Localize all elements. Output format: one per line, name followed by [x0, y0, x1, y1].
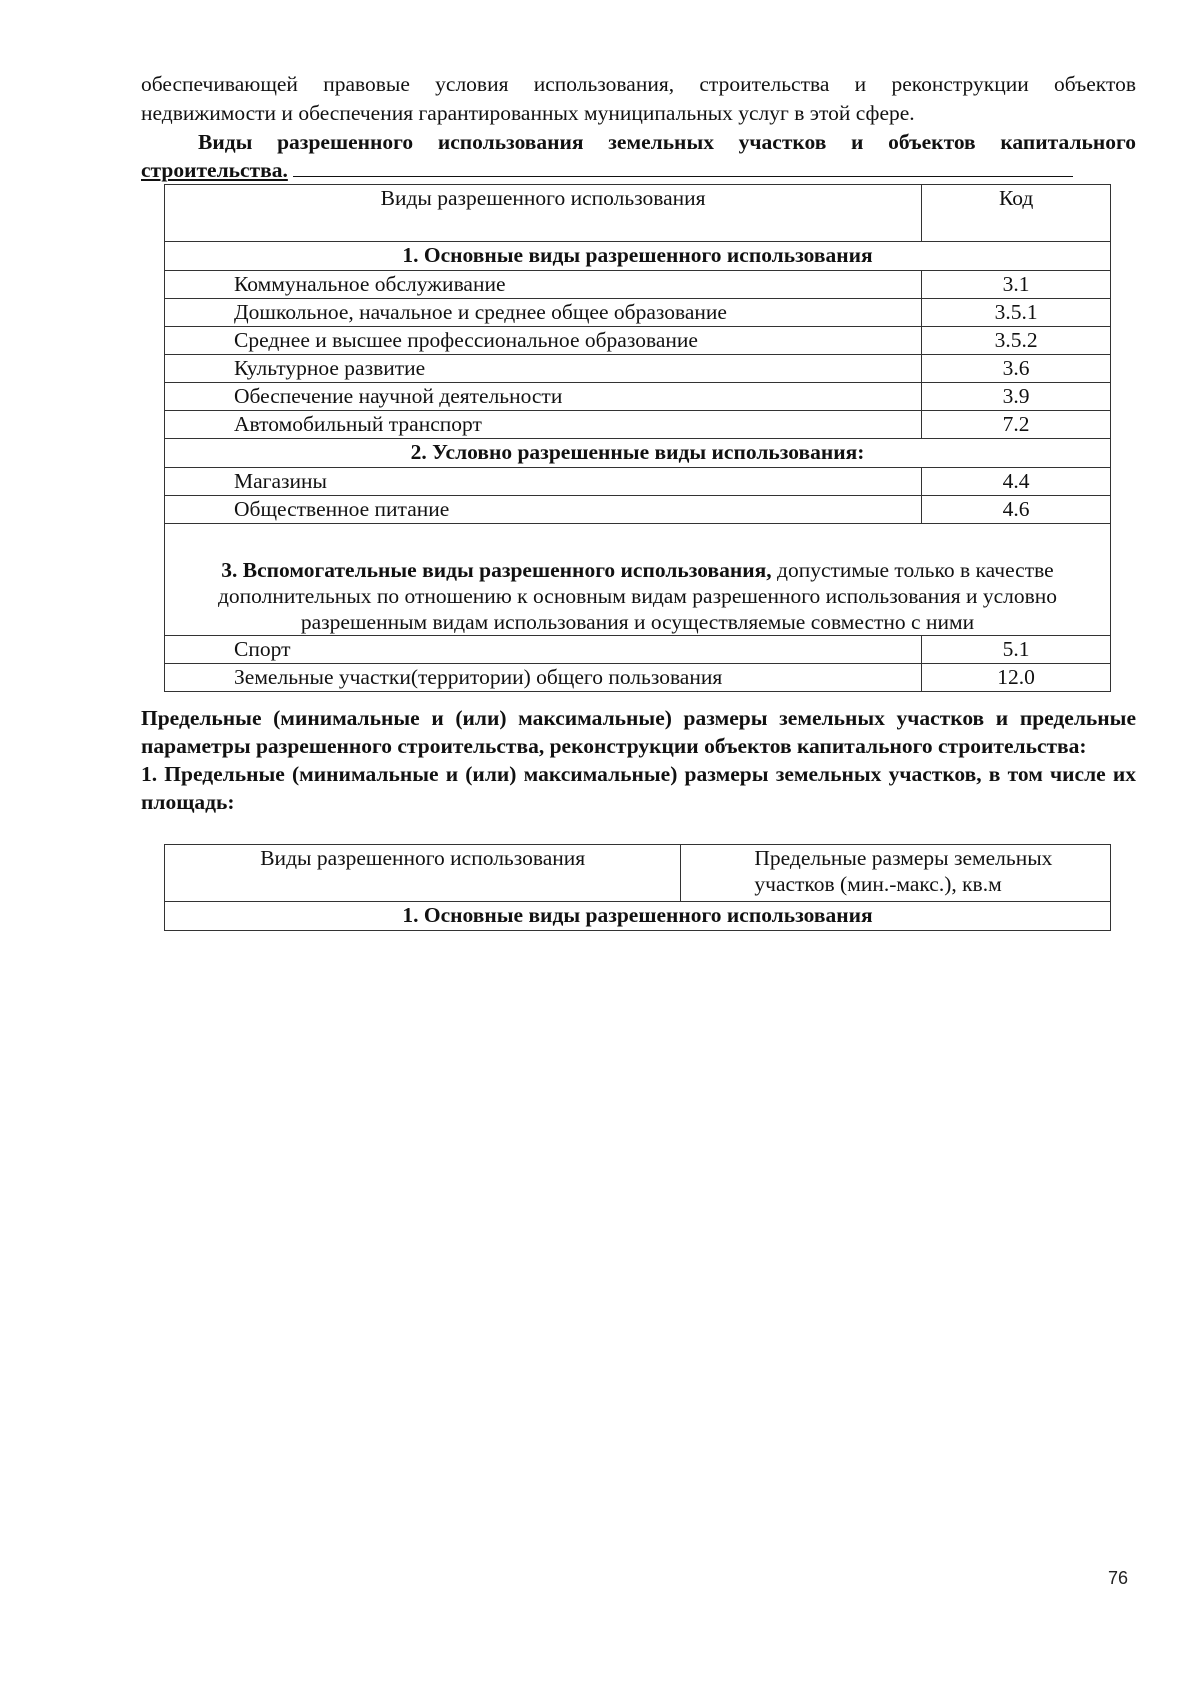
use-name: Культурное развитие	[165, 355, 922, 383]
limits-paragraph-1: Предельные (минимальные и (или) максимальные) размеры земельных участков и предельные параметры разрешенного строительства, реконструкции объектов капитального строительства:	[141, 706, 1136, 758]
table-header-row	[165, 845, 1111, 902]
heading-part-1: Виды разрешенного использования земельных участков и объектов капитального	[198, 130, 1136, 154]
use-name: Земельные участки(территории) общего пользования	[165, 664, 922, 692]
table-row	[165, 636, 1111, 664]
table-row	[165, 355, 1111, 383]
use-code: 3.6	[922, 355, 1111, 383]
intro-line-1: обеспечивающей правовые условия использования, строительства и реконструкции объектов	[141, 72, 1136, 96]
section-1-title: 1. Основные виды разрешенного использования	[165, 242, 1111, 271]
table-row	[165, 411, 1111, 439]
table-row	[165, 496, 1111, 524]
intro-paragraph	[141, 70, 1136, 128]
section-1-title: 1. Основные виды разрешенного использования	[165, 902, 1111, 931]
table-header-row	[165, 185, 1111, 242]
section-3-title-bold: 3. Вспомогательные виды разрешенного использования,	[221, 558, 772, 582]
use-code: 3.5.1	[922, 299, 1111, 327]
table-row	[165, 299, 1111, 327]
permitted-use-table	[164, 184, 1111, 692]
plot-size-table	[164, 844, 1111, 931]
intro-line-2: недвижимости и обеспечения гарантированных муниципальных услуг в этой сфере.	[141, 101, 915, 125]
limits-section	[141, 704, 1136, 816]
use-code: 4.4	[922, 468, 1111, 496]
table-row	[165, 271, 1111, 299]
use-name: Среднее и высшее профессиональное образование	[165, 327, 922, 355]
use-code: 12.0	[922, 664, 1111, 692]
table-row	[165, 327, 1111, 355]
use-name: Обеспечение научной деятельности	[165, 383, 922, 411]
use-name: Общественное питание	[165, 496, 922, 524]
header-code: Код	[922, 185, 1111, 242]
section-3-title-rest: допустимые только в качестве дополнительных по отношению к основным видам разрешенного использования и условно разрешенным видам использования и осуществляемые совместно с ними	[217, 558, 1058, 634]
table-row	[165, 383, 1111, 411]
section-row	[165, 902, 1111, 931]
use-name: Магазины	[165, 468, 922, 496]
section-row	[165, 242, 1111, 271]
table-row	[165, 468, 1111, 496]
heading-part-2: строительства.	[141, 158, 288, 182]
header-size-limits: Предельные размеры земельных участков (мин.-макс.), кв.м	[681, 845, 1111, 902]
use-code: 5.1	[922, 636, 1111, 664]
section-3-text	[165, 527, 1110, 635]
heading-underline-rule	[293, 158, 1073, 177]
use-name: Спорт	[165, 636, 922, 664]
use-code: 7.2	[922, 411, 1111, 439]
use-code: 3.1	[922, 271, 1111, 299]
header-use-type: Виды разрешенного использования	[165, 845, 681, 902]
header-use-type: Виды разрешенного использования	[165, 185, 922, 242]
use-code: 3.9	[922, 383, 1111, 411]
use-name: Дошкольное, начальное и среднее общее образование	[165, 299, 922, 327]
permitted-use-heading	[141, 128, 1136, 184]
table-row	[165, 664, 1111, 692]
use-name: Автомобильный транспорт	[165, 411, 922, 439]
section-row	[165, 439, 1111, 468]
section-3-title	[165, 524, 1111, 636]
limits-paragraph-2: 1. Предельные (минимальные и (или) максимальные) размеры земельных участков, в том числе их площадь:	[141, 762, 1136, 814]
use-code: 4.6	[922, 496, 1111, 524]
page-number: 76	[1108, 1568, 1129, 1588]
use-code: 3.5.2	[922, 327, 1111, 355]
section-2-title: 2. Условно разрешенные виды использования:	[165, 439, 1111, 468]
section-row	[165, 524, 1111, 636]
use-name: Коммунальное обслуживание	[165, 271, 922, 299]
